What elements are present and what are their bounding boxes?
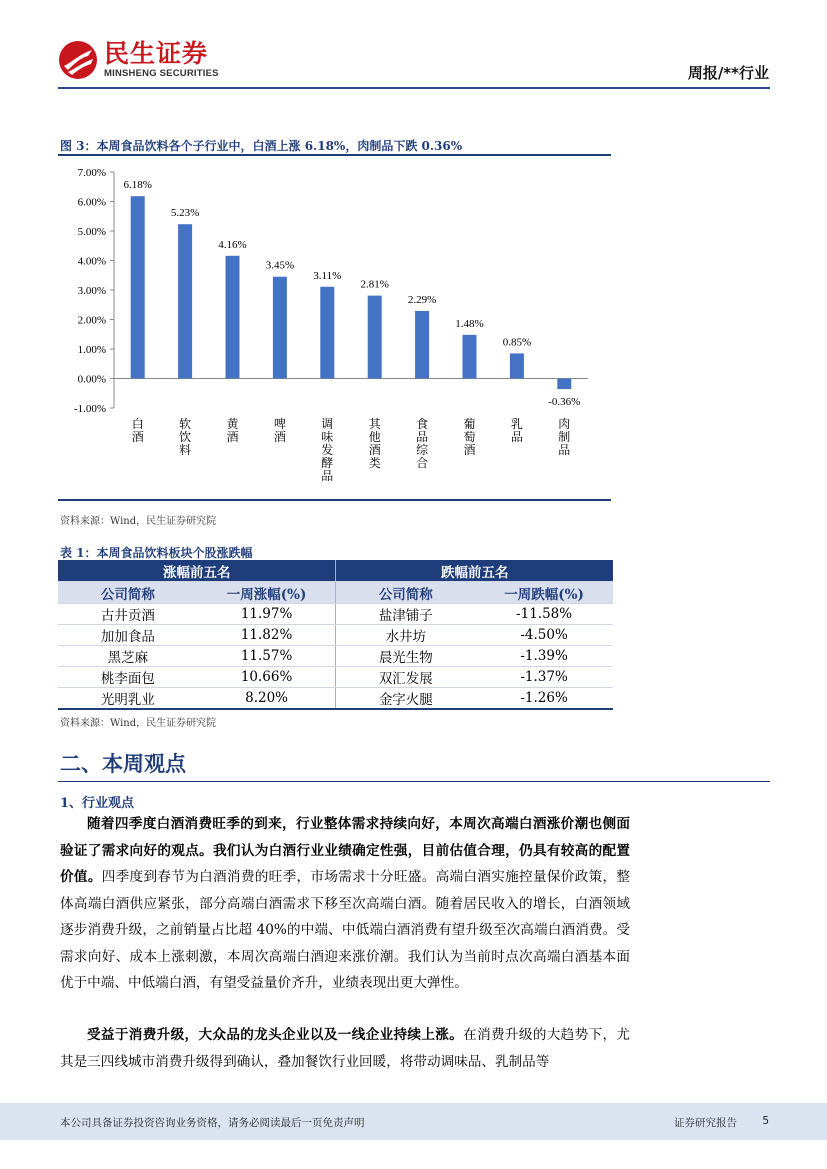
bar-value-label: 2.81%: [360, 278, 389, 291]
paragraph-1-lead: 随着四季度白酒消费旺季的到来，行业整体需求持续向好，本周次高端白酒涨价潮也侧面验证了需求向好的观点。我们认为白酒行业业绩确定性强，目前估值合理，仍具有较高的配置价值。: [60, 816, 630, 885]
x-category-label: 制: [558, 430, 571, 444]
bar-8: [463, 335, 477, 379]
up-stock-change: 8.20%: [198, 688, 336, 710]
bar-2: [178, 224, 192, 378]
table-group-header: [58, 560, 613, 582]
bar-1: [131, 196, 145, 378]
bar-value-label: 0.85%: [502, 336, 532, 349]
bar-6: [368, 296, 382, 379]
down-stock-change: -4.50%: [475, 625, 613, 646]
x-category-label: 肉: [558, 417, 571, 431]
x-category-label: 其: [368, 417, 381, 431]
x-category-label: 酒: [368, 443, 381, 457]
table-row: [58, 667, 613, 688]
x-category-label: 综: [416, 443, 429, 457]
paragraph-1-body: 四季度到春节为白酒消费的旺季，市场需求十分旺盛。高端白酒实施控量保价政策，整体高端白酒供应紧张，部分高端白酒需求下移至次高端白酒。随着居民收入的增长，白酒领域逐步消费升级，之前销量占比超 40%的中端、中低端白酒消费有望升级至次高端白酒消费。受需求向好、成本上涨刺激，本周次高端白酒迎来涨价潮。我们认为当前时点次高端白酒基本面优于中端、中低端白酒，有望受益量价齐升，业绩表现出更大弹性。: [60, 869, 631, 991]
bar-value-label: 3.45%: [265, 259, 295, 272]
x-category-label: 白: [131, 417, 144, 431]
paragraph-1: [60, 811, 630, 997]
group-down-header: 跌幅前五名: [336, 560, 613, 582]
bar-7: [415, 311, 429, 379]
x-category-label: 黄: [226, 417, 239, 431]
x-category-label: 乳: [510, 417, 523, 431]
bar-4: [273, 277, 287, 379]
bar-value-label: 6.18%: [123, 179, 152, 192]
footer-doc-type: 证券研究报告: [674, 1117, 737, 1129]
up-stock-name: 古井贡酒: [58, 604, 198, 625]
figure-source: 资料来源：Wind，民生证券研究院: [60, 516, 217, 527]
col-up-value-header: 一周涨幅(%): [198, 582, 336, 604]
stock-movers-table: [58, 560, 613, 710]
section-heading: 二、本周观点: [60, 752, 186, 776]
paragraph-2: [60, 1022, 630, 1075]
report-type: 周报/**行业: [687, 64, 769, 82]
paragraph-2-body: 在消费升级的大趋势下，尤其是三四线城市消费升级得到确认，叠加餐饮行业回暖，将带动调味品、乳制品等: [60, 1027, 630, 1070]
y-tick-label: 4.00%: [77, 255, 106, 268]
footer-disclaimer: 本公司具备证券投资咨询业务资格，请务必阅读最后一页免责声明: [60, 1117, 365, 1129]
y-tick-label: 6.00%: [77, 196, 106, 209]
down-stock-name: 盐津铺子: [336, 604, 475, 625]
logo-english-text: MINSHENG SECURITIES: [104, 68, 219, 79]
x-category-label: 食: [416, 417, 429, 431]
section-divider: [58, 781, 770, 782]
down-stock-name: 金字火腿: [336, 688, 475, 710]
bar-10: [557, 379, 571, 390]
x-category-label: 萄: [463, 430, 476, 444]
paragraph-2-lead: 受益于消费升级，大众品的龙头企业以及一线企业持续上涨。: [87, 1027, 464, 1043]
table-row: [58, 625, 613, 646]
y-tick-label: 0.00%: [77, 373, 106, 386]
minsheng-logo-icon: [58, 40, 98, 80]
x-category-label: 品: [321, 469, 334, 483]
x-category-label: 类: [368, 456, 381, 470]
x-category-label: 合: [416, 456, 429, 470]
x-category-label: 品: [416, 430, 429, 444]
x-category-label: 酒: [226, 430, 239, 444]
up-stock-name: 桃李面包: [58, 667, 198, 688]
bar-chart: [58, 160, 611, 495]
down-stock-name: 水井坊: [336, 625, 475, 646]
bar-value-label: -0.36%: [548, 396, 581, 409]
bar-value-label: 3.11%: [313, 269, 342, 282]
down-stock-change: -11.58%: [475, 604, 613, 625]
y-tick-label: 2.00%: [77, 314, 106, 327]
x-category-label: 酒: [273, 430, 286, 444]
bar-value-label: 5.23%: [170, 207, 200, 220]
x-category-label: 味: [321, 430, 334, 444]
down-stock-change: -1.39%: [475, 646, 613, 667]
x-category-label: 品: [558, 443, 571, 457]
table-source: 资料来源：Wind，民生证券研究院: [60, 718, 217, 729]
figure-title: 图 3：本周食品饮料各个子行业中，白酒上涨 6.18%，肉制品下跌 0.36%: [60, 139, 463, 153]
figure-bottom-rule: [58, 499, 611, 501]
bar-value-label: 2.29%: [407, 293, 437, 306]
bar-3: [226, 256, 240, 379]
bar-value-label: 4.16%: [218, 238, 247, 251]
header-divider: [58, 87, 770, 89]
down-stock-name: 双汇发展: [336, 667, 475, 688]
up-stock-name: 黑芝麻: [58, 646, 198, 667]
up-stock-change: 11.97%: [198, 604, 336, 625]
up-stock-change: 11.82%: [198, 625, 336, 646]
up-stock-name: 光明乳业: [58, 688, 198, 710]
up-stock-change: 10.66%: [198, 667, 336, 688]
x-category-label: 发: [321, 443, 334, 457]
table-row: [58, 604, 613, 625]
page-number: 5: [762, 1115, 769, 1127]
y-tick-label: 7.00%: [77, 167, 106, 179]
col-down-value-header: 一周跌幅(%): [475, 582, 613, 604]
table-column-header: [58, 582, 613, 604]
y-tick-label: -1.00%: [73, 403, 106, 415]
x-category-label: 他: [368, 430, 381, 444]
x-category-label: 啤: [273, 417, 286, 431]
y-tick-label: 1.00%: [77, 344, 106, 356]
group-up-header: 涨幅前五名: [58, 560, 336, 582]
up-stock-name: 加加食品: [58, 625, 198, 646]
table-row: [58, 646, 613, 667]
x-category-label: 酒: [131, 430, 144, 444]
x-category-label: 料: [179, 443, 192, 457]
bar-9: [510, 353, 524, 378]
x-category-label: 酵: [321, 456, 334, 470]
logo-chinese-text: 民生证券: [104, 39, 209, 68]
bar-value-label: 1.48%: [455, 317, 484, 330]
x-category-label: 酒: [463, 443, 476, 457]
x-category-label: 调: [321, 417, 334, 431]
down-stock-change: -1.26%: [475, 688, 613, 710]
x-category-label: 葡: [463, 417, 476, 431]
x-category-label: 品: [510, 430, 523, 444]
x-category-label: 饮: [179, 430, 192, 444]
col-up-name-header: 公司简称: [58, 582, 198, 604]
subsection-heading: 1、行业观点: [60, 796, 135, 811]
down-stock-change: -1.37%: [475, 667, 613, 688]
down-stock-name: 晨光生物: [336, 646, 475, 667]
table-title: 表 1：本周食品饮料板块个股涨跌幅: [60, 546, 253, 560]
y-tick-label: 3.00%: [77, 285, 106, 297]
up-stock-change: 11.57%: [198, 646, 336, 667]
y-tick-label: 5.00%: [77, 226, 106, 238]
figure-top-rule: [58, 154, 611, 156]
col-down-name-header: 公司简称: [336, 582, 475, 604]
bar-5: [320, 287, 334, 379]
table-row: [58, 688, 613, 710]
x-category-label: 软: [179, 417, 192, 431]
